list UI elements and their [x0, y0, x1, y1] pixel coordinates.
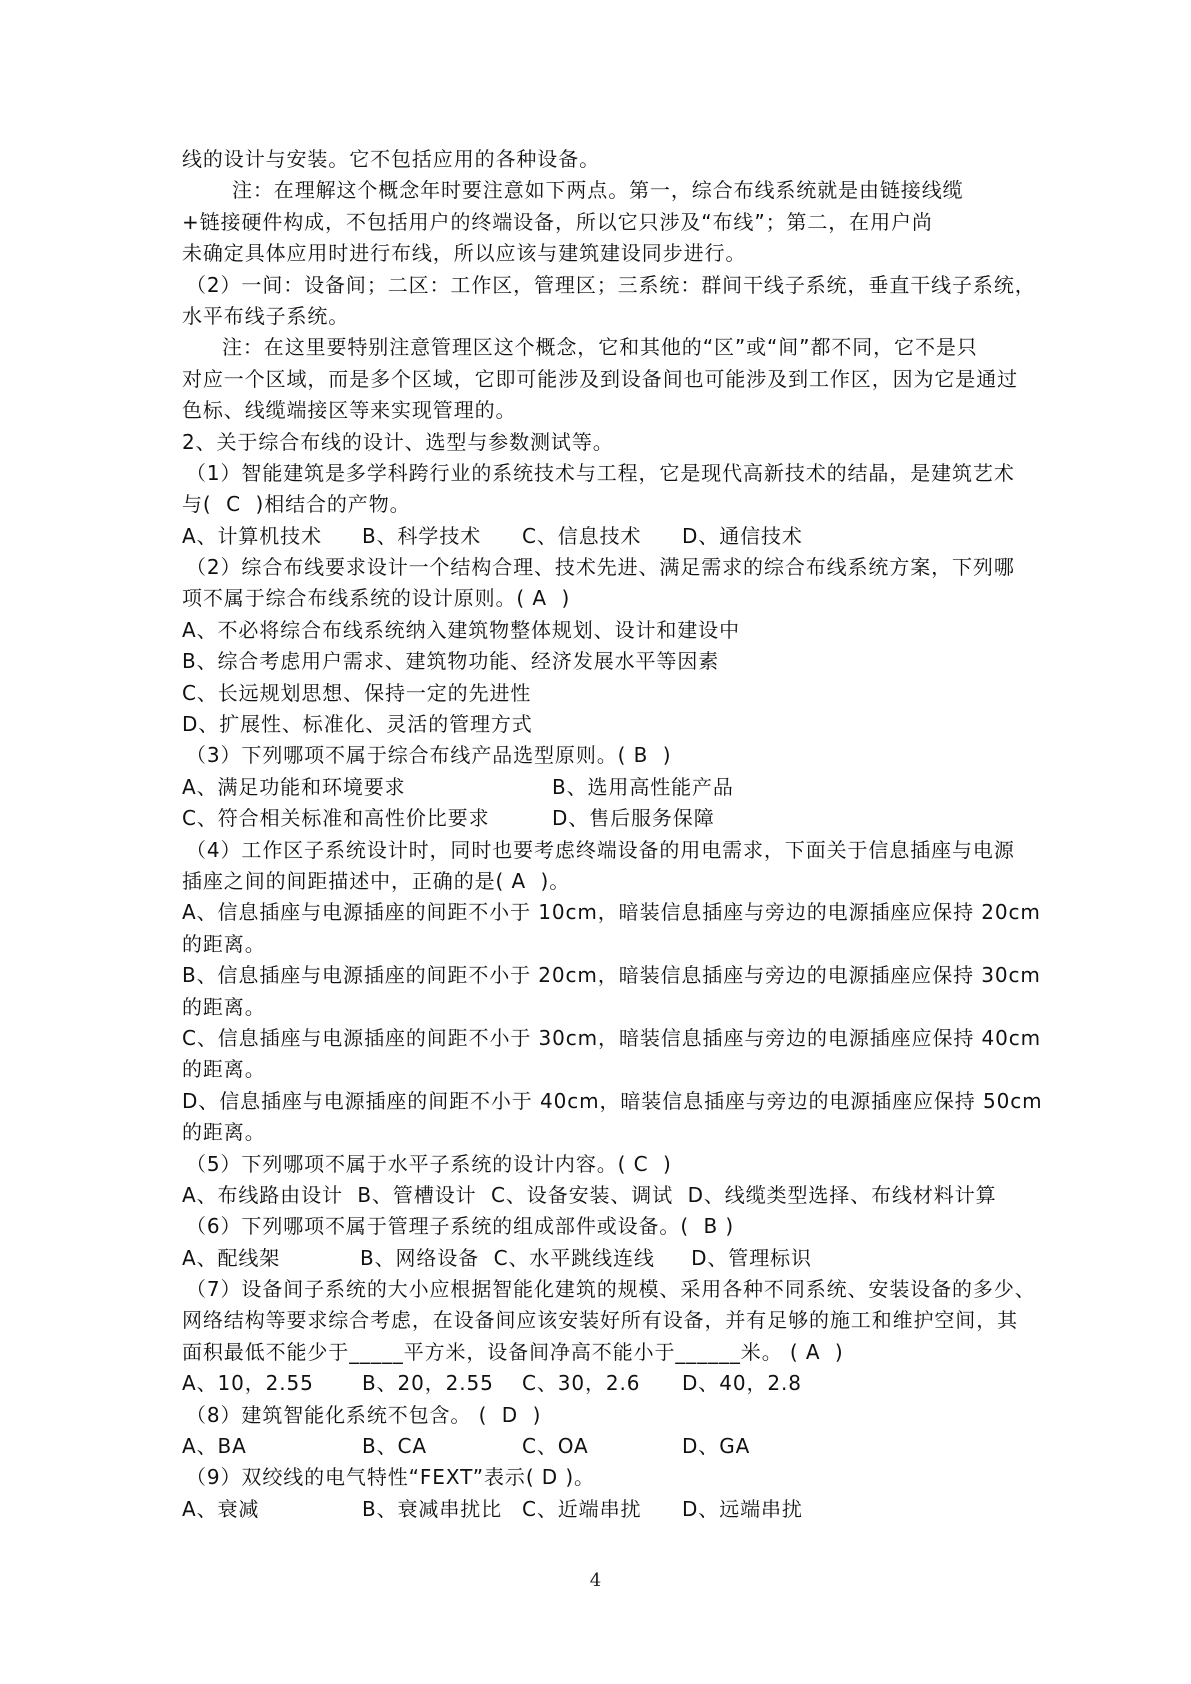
question-8-options	[182, 1431, 1022, 1462]
question-9-options	[182, 1494, 1022, 1525]
text-line: 的距离。	[182, 1057, 266, 1082]
text-line: 的距离。	[182, 931, 266, 956]
option-c: C、30，2.6	[522, 1371, 641, 1396]
text-line: 网络结构等要求综合考虑，在设备间应该安装好所有设备，并有足够的施工和维护空间，其	[182, 1308, 1018, 1333]
question-9: （9）双绞线的电气特性“FEXT”表示( D )。	[186, 1465, 595, 1490]
text-line: 与( C )相结合的产物。	[182, 492, 411, 517]
question-3: （3）下列哪项不属于综合布线产品选型原则。( B )	[186, 743, 672, 768]
text-line: 对应一个区域，而是多个区域，它即可能涉及到设备间也可能涉及到工作区，因为它是通过	[182, 366, 1018, 391]
page-content	[182, 144, 1043, 1525]
option-d: D、扩展性、标准化、灵活的管理方式	[182, 712, 533, 737]
text-line: 的距离。	[182, 1120, 266, 1145]
question-3-options-row-2	[182, 803, 1022, 834]
text-line: +链接硬件构成，不包括用户的终端设备，所以它只涉及“布线”；第二，在用户尚	[182, 209, 933, 234]
question-5-options: A、布线路由设计 B、管槽设计 C、设备安装、调试 D、线缆类型选择、布线材料计算	[182, 1182, 997, 1207]
option-d: D、40，2.8	[682, 1371, 802, 1396]
page-number: 4	[589, 1570, 602, 1591]
option-c: C、OA	[522, 1434, 589, 1459]
question-8: （8）建筑智能化系统不包含。 ( D )	[186, 1402, 542, 1427]
text-line: 插座之间的间距描述中，正确的是( A )。	[182, 868, 571, 893]
option-b: B、选用高性能产品	[552, 774, 734, 799]
option-d: D、信息插座与电源插座的间距不小于 40cm，暗装信息插座与旁边的电源插座应保持 50cm	[182, 1088, 1043, 1113]
text-line: 面积最低不能少于_____平方米，设备间净高不能小于______米。 ( A )	[182, 1339, 844, 1364]
question-2: （2）综合布线要求设计一个结构合理、技术先进、满足需求的综合布线系统方案，下列哪	[186, 555, 1015, 580]
question-3-options-row-1	[182, 772, 1022, 803]
question-1: （1）智能建筑是多学科跨行业的系统技术与工程，它是现代高新技术的结晶，是建筑艺术	[186, 460, 1015, 485]
text-line: 的距离。	[182, 994, 266, 1019]
note-line: 注：在理解这个概念年时要注意如下两点。第一，综合布线系统就是由链接线缆	[232, 178, 964, 203]
question-5: （5）下列哪项不属于水平子系统的设计内容。( C )	[186, 1151, 672, 1176]
option-c: C、信息插座与电源插座的间距不小于 30cm，暗装信息插座与旁边的电源插座应保持 40cm	[182, 1025, 1042, 1050]
option-b: B、20，2.55	[362, 1371, 494, 1396]
question-6-options: A、配线架 B、网络设备 C、水平跳线连线 D、管理标识	[182, 1245, 812, 1270]
question-1-options	[182, 521, 1022, 552]
text-line: 项不属于综合布线系统的设计原则。( A )	[182, 586, 571, 611]
option-d: D、售后服务保障	[552, 806, 715, 831]
option-b: B、科学技术	[362, 523, 482, 548]
option-c: C、信息技术	[522, 523, 642, 548]
text-line: 未确定具体应用时进行布线，所以应该与建筑建设同步进行。	[182, 241, 747, 266]
answer-line: （2）一间：设备间；二区：工作区，管理区；三系统：群间干线子系统，垂直干线子系统，	[186, 272, 1036, 297]
option-a: A、衰减	[182, 1496, 260, 1521]
option-a: A、BA	[182, 1434, 247, 1459]
option-c: C、长远规划思想、保持一定的先进性	[182, 680, 532, 705]
option-c: C、近端串扰	[522, 1496, 642, 1521]
section-heading: 2、关于综合布线的设计、选型与参数测试等。	[182, 429, 614, 454]
question-7-options	[182, 1368, 1022, 1399]
note-line: 注：在这里要特别注意管理区这个概念，它和其他的“区”或“间”都不同，它不是只	[222, 335, 978, 360]
option-b: B、CA	[362, 1434, 427, 1459]
text-line: 线的设计与安装。它不包括应用的各种设备。	[182, 147, 600, 171]
option-b: B、衰减串扰比	[362, 1496, 503, 1521]
option-a: A、10，2.55	[182, 1371, 314, 1396]
option-a: A、满足功能和环境要求	[182, 774, 406, 799]
option-a: A、计算机技术	[182, 523, 322, 548]
question-4: （4）工作区子系统设计时，同时也要考虑终端设备的用电需求，下面关于信息插座与电源	[186, 837, 1015, 862]
text-line: 水平布线子系统。	[182, 303, 350, 328]
option-b: B、综合考虑用户需求、建筑物功能、经济发展水平等因素	[182, 649, 720, 674]
option-c: C、符合相关标准和高性价比要求	[182, 806, 490, 831]
question-6: （6）下列哪项不属于管理子系统的组成部件或设备。( B )	[186, 1214, 735, 1239]
option-b: B、信息插座与电源插座的间距不小于 20cm，暗装信息插座与旁边的电源插座应保持 30cm	[182, 963, 1041, 988]
option-d: D、远端串扰	[682, 1496, 803, 1521]
question-7: （7）设备间子系统的大小应根据智能化建筑的规模、采用各种不同系统、安装设备的多少、	[186, 1277, 1036, 1302]
text-line: 色标、线缆端接区等来实现管理的。	[182, 398, 517, 423]
option-d: D、通信技术	[682, 523, 803, 548]
option-d: D、GA	[682, 1434, 751, 1459]
option-a: A、不必将综合布线系统纳入建筑物整体规划、设计和建设中	[182, 617, 740, 642]
option-a: A、信息插座与电源插座的间距不小于 10cm，暗装信息插座与旁边的电源插座应保持 20cm	[182, 900, 1041, 925]
